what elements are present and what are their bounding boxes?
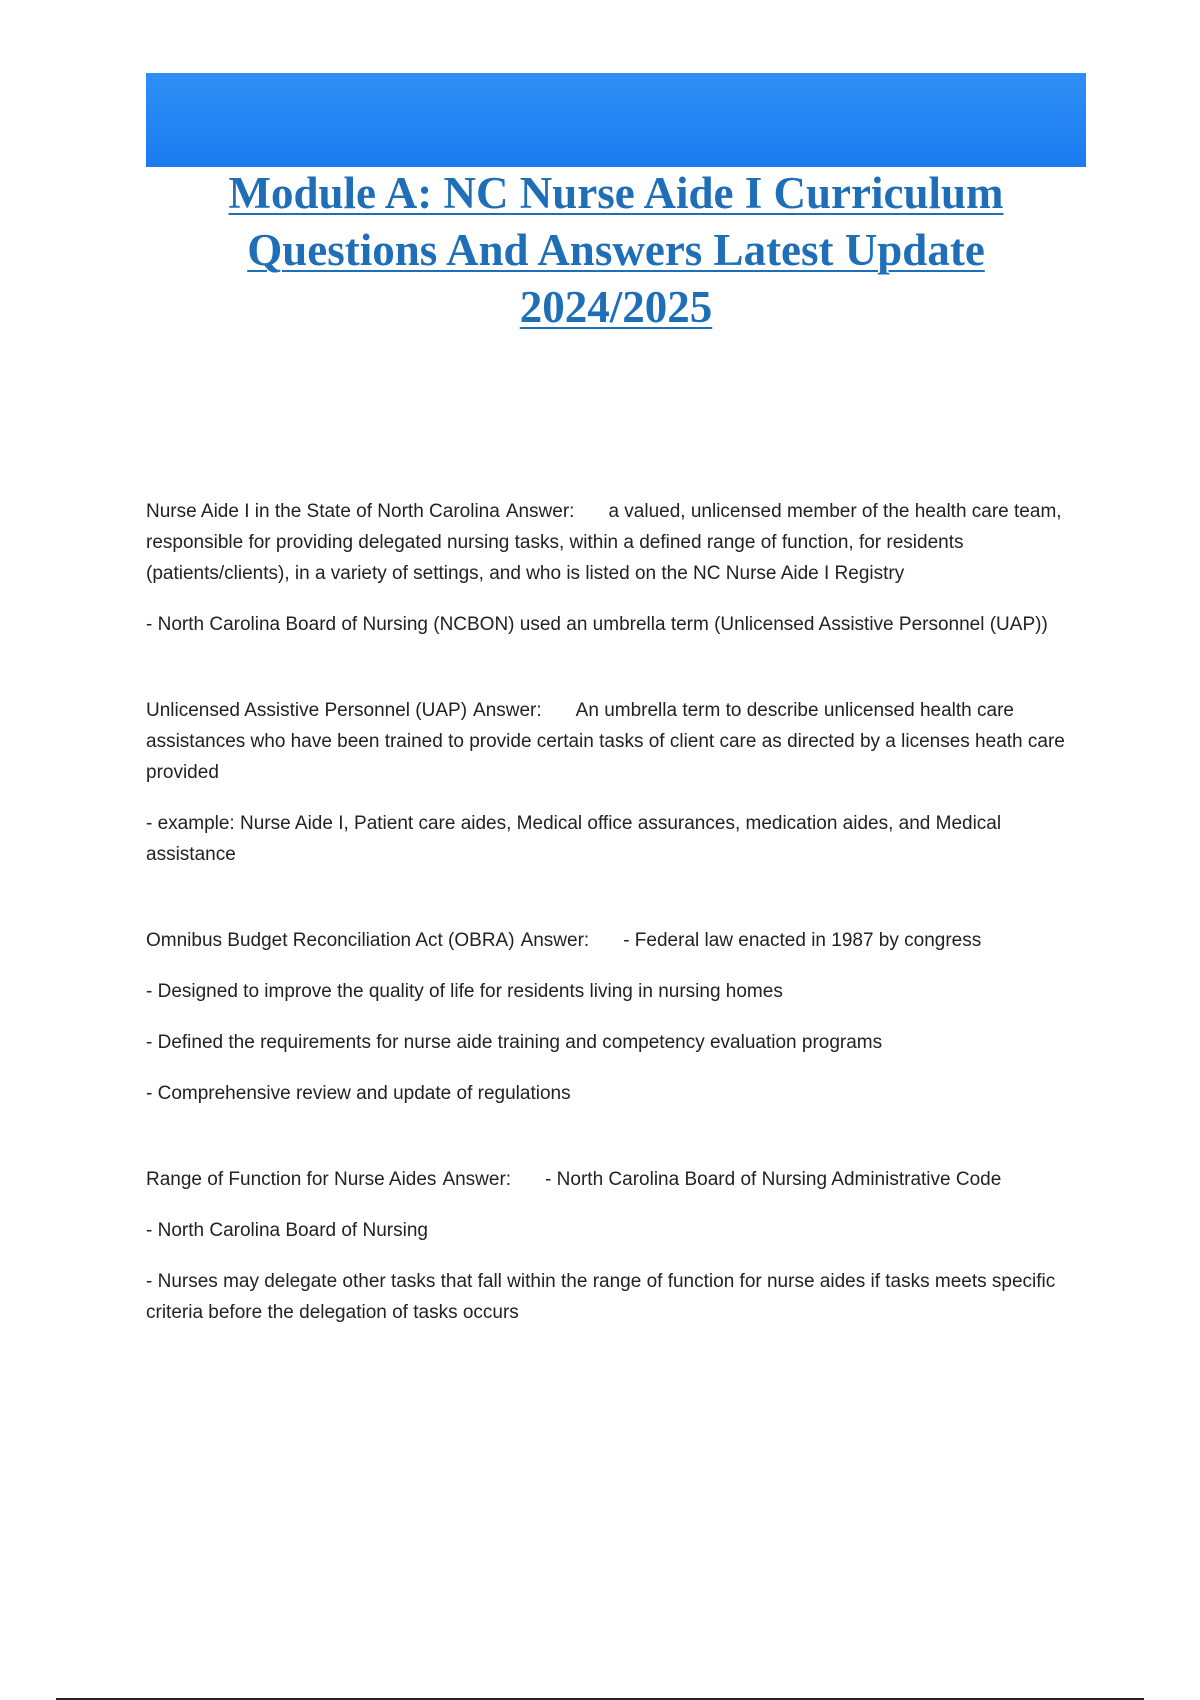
qa-term: Range of Function for Nurse Aides	[146, 1169, 437, 1190]
page-title	[146, 165, 1086, 336]
qa-answer: - North Carolina Board of Nursing Administrative Code	[545, 1169, 1002, 1190]
qa-entry	[146, 1164, 1096, 1328]
qa-entry	[146, 695, 1096, 870]
answer-label: Answer:	[505, 501, 575, 522]
qa-note: - Designed to improve the quality of life for residents living in nursing homes	[146, 981, 783, 1002]
qa-answer: - Federal law enacted in 1987 by congress	[623, 930, 982, 951]
qa-entry	[146, 925, 1096, 1109]
qa-list	[146, 496, 1096, 1348]
qa-note: - Nurses may delegate other tasks that fall within the range of function for nurse aides if tasks meets specific criteria before the delegation of tasks occurs	[146, 1271, 1056, 1323]
qa-note: - North Carolina Board of Nursing (NCBON) used an umbrella term (Unlicensed Assistive Personnel (UAP))	[146, 614, 1048, 635]
qa-question	[146, 1164, 1096, 1195]
header-banner	[146, 73, 1086, 167]
qa-question	[146, 925, 1096, 956]
answer-label: Answer:	[520, 930, 590, 951]
qa-answer: An umbrella term to describe unlicensed health care assistances who have been trained to provide certain tasks of client care as directed by a licenses heath care provided	[146, 700, 1065, 783]
qa-question	[146, 695, 1096, 788]
title-line: 2024/2025	[519, 282, 713, 332]
qa-note: - Defined the requirements for nurse aide training and competency evaluation programs	[146, 1032, 883, 1053]
answer-label: Answer:	[442, 1169, 512, 1190]
qa-answer: a valued, unlicensed member of the health care team, responsible for providing delegated nursing tasks, within a defined range of function, for residents (patients/clients), in a variety of settings, and who is listed on the NC Nurse Aide I Registry	[146, 501, 1062, 584]
qa-term: Nurse Aide I in the State of North Carolina	[146, 501, 500, 522]
qa-note: - example: Nurse Aide I, Patient care aides, Medical office assurances, medication aides, and Medical assistance	[146, 813, 1002, 865]
qa-term: Omnibus Budget Reconciliation Act (OBRA)	[146, 930, 515, 951]
title-line: Module A: NC Nurse Aide I Curriculum	[228, 168, 1004, 218]
qa-term: Unlicensed Assistive Personnel (UAP)	[146, 700, 468, 721]
title-line: Questions And Answers Latest Update	[247, 225, 985, 275]
qa-note: - North Carolina Board of Nursing	[146, 1220, 428, 1241]
answer-label: Answer:	[473, 700, 542, 721]
qa-entry	[146, 496, 1096, 640]
qa-question	[146, 496, 1096, 589]
qa-note: - Comprehensive review and update of regulations	[146, 1083, 571, 1104]
